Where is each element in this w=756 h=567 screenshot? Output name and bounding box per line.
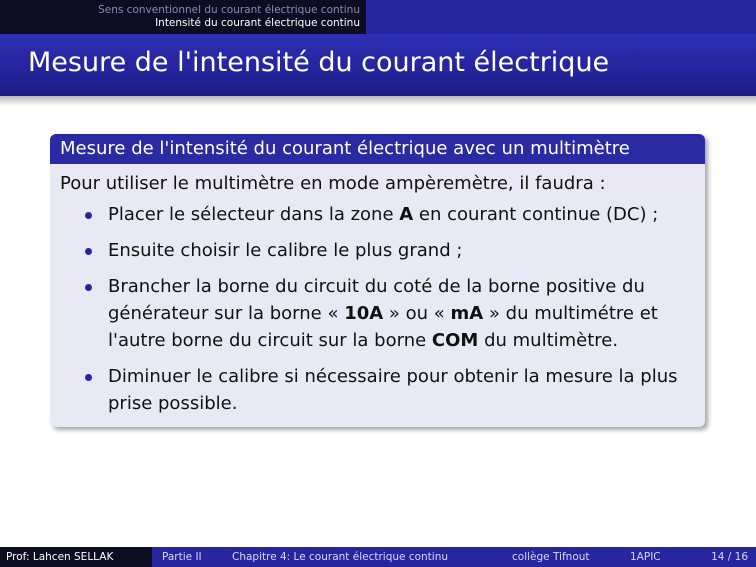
footer-info bbox=[152, 547, 756, 567]
item-bold: A bbox=[399, 204, 414, 225]
frame-title-bar bbox=[0, 34, 756, 96]
item-text: du multimètre. bbox=[478, 330, 619, 351]
nav-right-panel bbox=[366, 0, 756, 34]
item-bold: COM bbox=[431, 330, 479, 351]
page-title: Mesure de l'intensité du courant électrique bbox=[28, 47, 610, 78]
bullet-icon bbox=[85, 374, 92, 381]
bullet-icon bbox=[85, 212, 92, 219]
item-text: » du multimétre et l'autre borne du circuit sur la borne bbox=[108, 303, 658, 351]
footer-author: Prof: Lahcen SELLAK bbox=[0, 547, 152, 567]
title-shadow bbox=[0, 96, 756, 106]
footer-bar bbox=[0, 547, 756, 567]
nav-left-panel bbox=[0, 0, 366, 34]
footer-page-number: 14 / 16 bbox=[711, 551, 748, 563]
list-item bbox=[60, 237, 695, 264]
content-block bbox=[50, 134, 705, 427]
bullet-icon bbox=[85, 248, 92, 255]
list-item bbox=[60, 273, 695, 354]
item-text: en courant continue (DC) ; bbox=[413, 204, 659, 225]
footer-class: 1APIC bbox=[630, 551, 661, 563]
item-text: » ou « bbox=[383, 303, 451, 324]
list-item bbox=[60, 201, 695, 228]
list-item bbox=[60, 363, 695, 417]
item-text: Placer le sélecteur dans la zone bbox=[108, 204, 400, 225]
footer-school: collège Tifnout bbox=[512, 551, 590, 563]
nav-subsection-link[interactable]: Intensité du courant électrique continu bbox=[155, 17, 360, 29]
nav-section-link[interactable]: Sens conventionnel du courant électrique continu bbox=[98, 4, 360, 16]
top-navigation bbox=[0, 0, 756, 34]
block-title: Mesure de l'intensité du courant électrique avec un multimètre bbox=[50, 134, 705, 164]
item-text: Diminuer le calibre si nécessaire pour obtenir la mesure la plus prise possible. bbox=[108, 366, 678, 414]
block-body bbox=[50, 164, 705, 427]
footer-chapter: Chapitre 4: Le courant électrique continu bbox=[232, 551, 449, 563]
bullet-icon bbox=[85, 284, 92, 291]
item-text: Ensuite choisir le calibre le plus grand ; bbox=[108, 240, 463, 261]
bullet-list bbox=[60, 201, 695, 417]
item-bold: mA bbox=[450, 303, 484, 324]
block-intro: Pour utiliser le multimètre en mode ampèremètre, il faudra : bbox=[60, 173, 606, 194]
footer-part: Partie II bbox=[162, 551, 202, 563]
item-bold: 10A bbox=[344, 303, 384, 324]
item-text: Brancher la borne du circuit du coté de la borne positive du générateur sur la borne « bbox=[108, 276, 645, 324]
